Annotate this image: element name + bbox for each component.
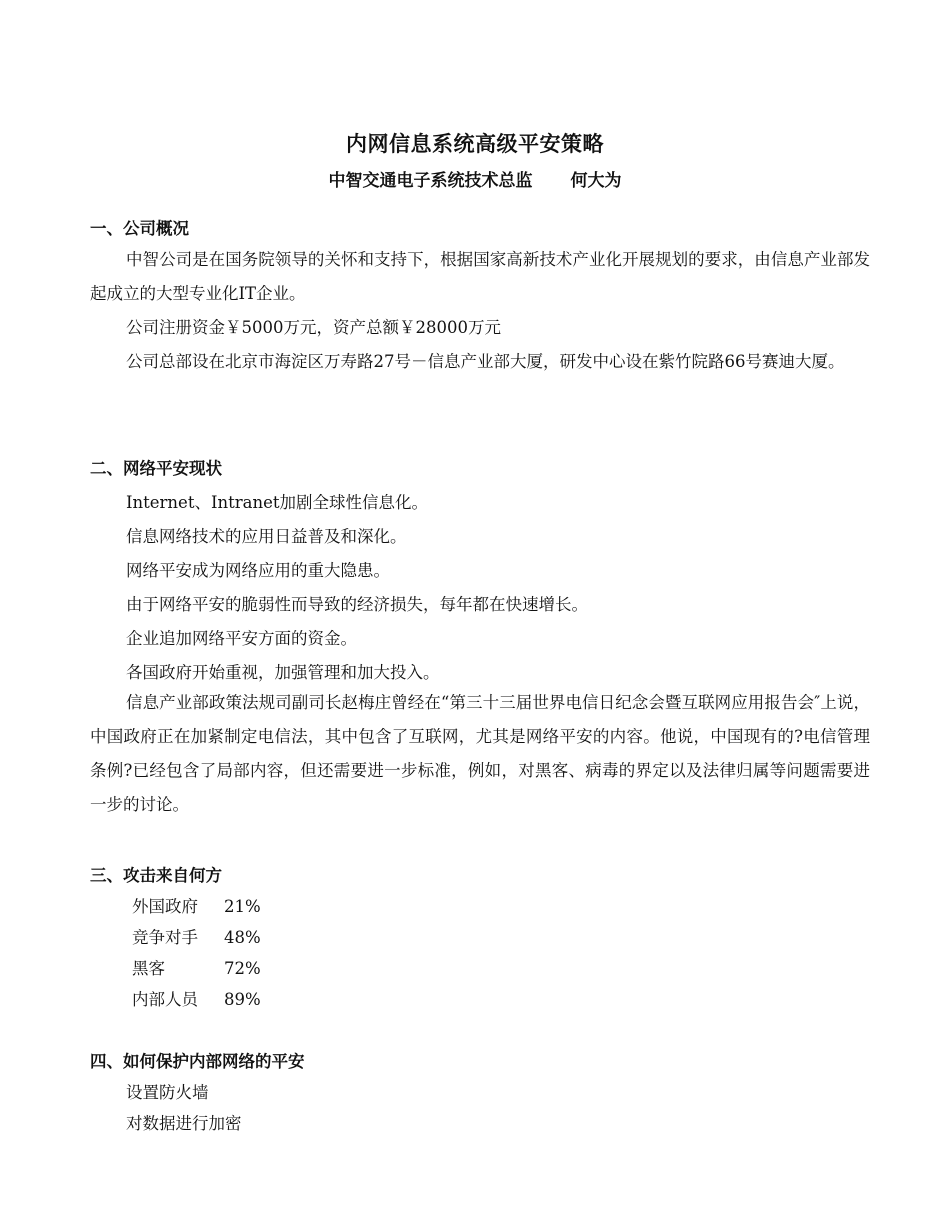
author-role: 中智交通电子系统技术总监 bbox=[328, 171, 533, 191]
attack-source-row bbox=[132, 955, 261, 979]
list-item: 设置防火墙 bbox=[126, 1083, 209, 1102]
attack-source-label: 内部人员 bbox=[132, 990, 198, 1009]
paragraph-headquarters: 公司总部设在北京市海淀区万寿路27号－信息产业部大厦，研发中心设在紫竹院路66号赛迪大厦。 bbox=[126, 352, 845, 371]
author-name: 何大为 bbox=[570, 171, 622, 191]
attack-source-row bbox=[132, 924, 261, 948]
list-item: 各国政府开始重视，加强管理和加大投入。 bbox=[126, 663, 440, 682]
section-heading-protect-internal-network: 四、如何保护内部网络的平安 bbox=[90, 1052, 305, 1071]
list-item: 企业追加网络平安方面的资金。 bbox=[126, 629, 357, 648]
attack-source-label: 竞争对手 bbox=[132, 928, 198, 947]
attack-source-row bbox=[132, 893, 261, 917]
attack-source-value: 89% bbox=[224, 990, 261, 1009]
attack-source-value: 21% bbox=[224, 897, 261, 916]
attack-source-value: 48% bbox=[224, 928, 261, 947]
attack-source-value: 72% bbox=[224, 959, 261, 978]
paragraph-company-intro: 中智公司是在国务院领导的关怀和支持下，根据国家高新技术产业化开展规划的要求，由信息产业部发起成立的大型专业化IT企业。 bbox=[90, 250, 870, 303]
paragraph-policy-quote: 信息产业部政策法规司副司长赵梅庄曾经在“第三十三届世界电信日纪念会暨互联网应用报告会″上说，中国政府正在加紧制定电信法，其中包含了互联网，尤其是网络平安的内容。他说，中国现有的?电信管理条例?已经包含了局部内容，但还需要进一步标准，例如，对黑客、病毒的界定以及法律归属等问题需要进一步的讨论。 bbox=[90, 693, 870, 814]
list-item: 网络平安成为网络应用的重大隐患。 bbox=[126, 561, 390, 580]
attack-source-label: 黑客 bbox=[132, 959, 165, 978]
list-item: 信息网络技术的应用日益普及和深化。 bbox=[126, 527, 407, 546]
attack-source-label: 外国政府 bbox=[132, 897, 198, 916]
list-item: Internet、Intranet加剧全球性信息化。 bbox=[126, 493, 428, 512]
attack-source-row bbox=[132, 986, 261, 1010]
section-heading-attack-sources: 三、攻击来自何方 bbox=[90, 866, 222, 885]
section-heading-company-overview: 一、公司概况 bbox=[90, 219, 189, 238]
paragraph-capital: 公司注册资金￥5000万元，资产总额￥28000万元 bbox=[126, 318, 501, 337]
author-line bbox=[0, 166, 950, 191]
section-heading-network-security-status: 二、网络平安现状 bbox=[90, 459, 222, 478]
list-item: 由于网络平安的脆弱性而导致的经济损失，每年都在快速增长。 bbox=[126, 595, 588, 614]
document-title: 内网信息系统高级平安策略 bbox=[346, 132, 604, 156]
list-item: 对数据进行加密 bbox=[126, 1114, 242, 1133]
